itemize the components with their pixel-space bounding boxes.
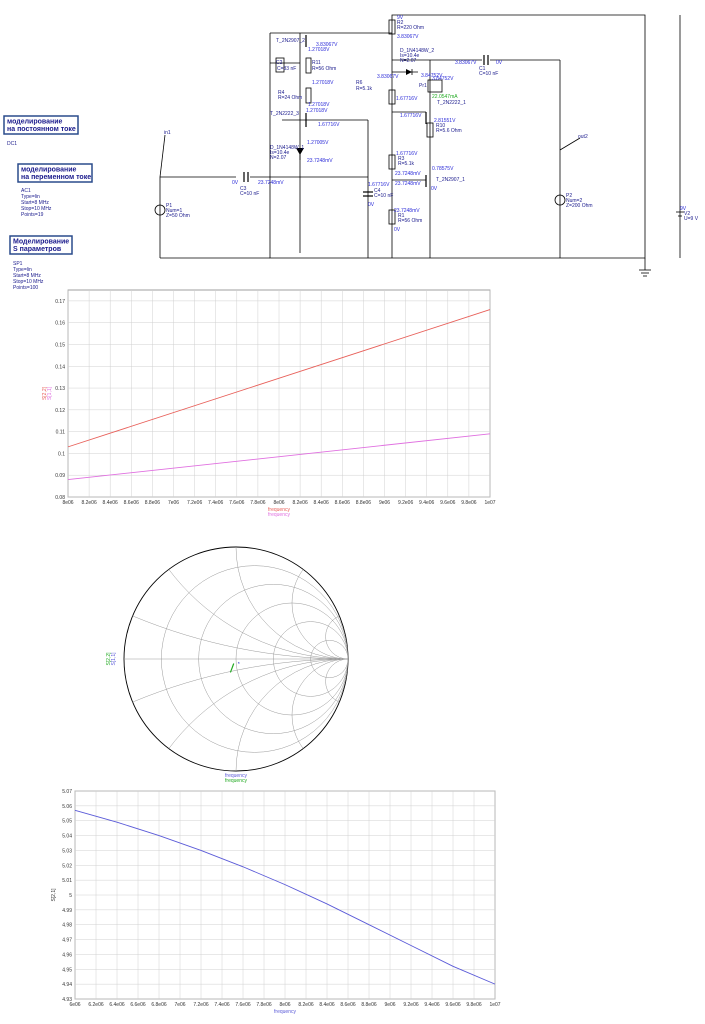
x-tick-label: 8.6e06 [334, 500, 350, 506]
v9-right-label: 9V [680, 206, 687, 212]
volt-167-e: 1.67716V [368, 182, 390, 188]
t1-label: T_2N2907_2 [276, 38, 305, 44]
v2-label: V2 [684, 211, 691, 217]
y-axis-label-s22: S[2,2] [42, 386, 48, 401]
volt-0-a: 0V [496, 60, 503, 66]
x-tick-label: 7.4e06 [208, 500, 224, 506]
volt-383-b: 3.83067V [316, 42, 338, 48]
ac-param-2: Start=8 MHz [21, 200, 49, 206]
volt-23-in: 23.7248mV [258, 180, 284, 186]
x-tick-label: 7e06 [167, 500, 180, 506]
volt-127-a: 1.27018V [308, 47, 330, 53]
volt-127-b: 1.27018V [312, 80, 334, 86]
x-tick-label: 9.2e06 [403, 1002, 419, 1008]
ac-param-0: AC1 [21, 188, 31, 194]
ac-title-1: моделирование [21, 166, 77, 174]
p2-z: Z=200 Ohm [566, 203, 593, 209]
volt-167-d: 1.67716V [396, 151, 418, 157]
x-tick-label: 8e06 [273, 500, 285, 506]
y-tick-label: 4.96 [62, 952, 72, 959]
x-tick-label: 7.8e06 [256, 1002, 272, 1008]
y-tick-label: 5.01 [62, 878, 72, 885]
x-tick-label: 8.4e06 [313, 500, 329, 506]
sp-param-1: Type=lin [13, 267, 32, 273]
r6-label: R6 [356, 80, 363, 86]
in1-label: in1 [164, 130, 171, 136]
x-tick-label: 1e07 [484, 500, 496, 506]
d1-is: Is=10.4e [270, 150, 290, 156]
y-tick-label: 5.03 [62, 848, 72, 855]
y-tick-label: 0.09 [55, 473, 65, 480]
x-tick-label: 6.2e06 [88, 1002, 104, 1008]
x-tick-label: 8.8e06 [144, 500, 161, 506]
y-tick-label: 4.95 [62, 967, 72, 974]
dc-title-2: на постоянном токе [7, 126, 76, 133]
y-tick-label: 0.17 [55, 298, 65, 305]
schematic[interactable] [155, 15, 684, 276]
volt-38-b: 3.84752V [432, 76, 454, 82]
x-tick-label: 9.4e06 [424, 1002, 440, 1008]
y-tick-label: 5.07 [62, 789, 72, 795]
y-tick-label: 5.06 [62, 803, 72, 810]
x-tick-label: 6e06 [69, 1002, 81, 1008]
x-tick-label: 9.2e06 [397, 500, 414, 506]
y-tick-label: 0.13 [55, 386, 65, 393]
volt-167-a: 1.67716V [318, 122, 340, 128]
out2-label: out2 [578, 134, 588, 140]
sp-param-2: Start=8 MHz [13, 273, 41, 279]
d2-n: N=2.07 [400, 58, 417, 64]
sp-param-3: Stop=10 MHz [13, 279, 44, 285]
volt-23-a: 23.7248mV [307, 158, 333, 164]
r11-value: R=56 Ohm [312, 66, 337, 72]
c1-value: C=10 nF [479, 71, 499, 77]
p1-num: Num=1 [166, 208, 183, 214]
ac-param-3: Stop=10 MHz [21, 206, 52, 212]
r4-label: R4 [278, 90, 285, 96]
volt-23-d: 23.7248mV [394, 208, 420, 214]
x-tick-label: 8.8e06 [355, 500, 372, 506]
y-tick-label: 4.99 [62, 907, 72, 914]
x-tick-label: 9e06 [384, 1002, 396, 1008]
x-tick-label: 8.4e06 [319, 1002, 335, 1008]
r11-label: R11 [312, 60, 321, 66]
x-tick-label: 9e06 [378, 500, 391, 506]
ac-sim-block[interactable] [18, 164, 92, 218]
t5-label: T_2N2907_1 [436, 177, 465, 183]
x-tick-label: 7.2e06 [186, 500, 203, 506]
x-tick-label: 9.8e06 [461, 500, 477, 506]
x-axis-label: frequency [274, 1009, 296, 1015]
dc-sim-block[interactable] [4, 116, 78, 147]
x-tick-label: 8.4e06 [102, 500, 118, 506]
x-tick-label: 8.2e06 [298, 1002, 314, 1008]
y-tick-label: 0.16 [55, 320, 65, 327]
volt-127-e: 1.27005V [307, 140, 329, 146]
y-tick-label: 4.94 [62, 982, 72, 989]
x-tick-label: 8e06 [279, 1002, 291, 1008]
x-axis-label-2: frequency [268, 512, 290, 518]
y-tick-label: 0.08 [55, 495, 65, 501]
r1-value: R=56 Ohm [398, 218, 423, 224]
x-tick-label: 8.8e06 [361, 1002, 377, 1008]
c3-label: C3 [240, 186, 247, 192]
y-tick-label: 5.04 [62, 833, 72, 840]
volt-383-c: 3.83067V [455, 60, 477, 66]
x-tick-label: 6.4e06 [109, 1002, 125, 1008]
x-tick-label: 7.2e06 [193, 1002, 209, 1008]
c2-value: C=33 nF [277, 66, 297, 72]
x-axis-label-1: frequency [268, 507, 290, 513]
volt-0-b: 0V [431, 186, 438, 192]
pr1-label: Pr1 [419, 83, 427, 89]
p2-num: Num=2 [566, 198, 583, 204]
x-tick-label: 7.6e06 [235, 1002, 251, 1008]
c4-value: C=10 nF [374, 193, 394, 199]
y-tick-label: 5.05 [62, 818, 72, 825]
smith-freq-label-2: frequency [225, 778, 247, 784]
x-tick-label: 7.4e06 [214, 1002, 230, 1008]
r3-label: R3 [398, 156, 405, 162]
smith-label-s22: S[2,2] [106, 652, 112, 666]
y-tick-label: 4.97 [62, 937, 72, 944]
t3-label: T_2N2222_3 [270, 111, 299, 117]
dc-param-0: DC1 [7, 141, 18, 147]
y-tick-label: 0.11 [55, 429, 65, 436]
volt-0-d: 0V [394, 227, 401, 233]
v2-value: U=9 V [684, 216, 699, 222]
c1-label: C1 [479, 66, 486, 72]
x-tick-label: 9.6e06 [440, 500, 456, 506]
volt-0-in: 0V [232, 180, 239, 186]
smith-label-s11: S[1,1] [111, 652, 117, 666]
s11-s22-chart[interactable] [42, 290, 496, 518]
volt-383-a: 3.83067V [397, 34, 419, 40]
volt-23-c: 23.7248mV [395, 181, 421, 187]
volt-167-c: 1.67716V [400, 113, 422, 119]
d1-n: N=2.07 [270, 155, 287, 161]
x-tick-label: 8.2e06 [292, 500, 308, 506]
y-axis-label-s11: S[1,1] [47, 386, 53, 401]
y-tick-label: 0.14 [55, 364, 65, 371]
volt-127-c: 1.27018V [308, 102, 330, 108]
volt-23-b: 23.7248mV [395, 171, 421, 177]
c4-label: C4 [374, 188, 381, 194]
ac-param-1: Type=lin [21, 194, 40, 200]
r4-value: R=24 Ohm [278, 95, 303, 101]
volt-38-a: 3.84752V [421, 73, 443, 79]
d2-is: Is=10.4e [400, 53, 420, 59]
volt-0-c: 0V [368, 202, 375, 208]
y-tick-label: 4.93 [62, 997, 72, 1003]
c3-value: C=10 nF [240, 191, 260, 197]
x-tick-label: 6.8e06 [151, 1002, 167, 1008]
v9-top-label: 9V [397, 15, 404, 21]
x-tick-label: 8.6e06 [123, 500, 139, 506]
sp-title-2: S параметров [13, 246, 62, 253]
y-tick-label: 0.12 [55, 407, 65, 414]
volt-383-d: 3.83067V [377, 74, 399, 80]
volt-07: 0.78575V [432, 166, 454, 172]
y-tick-label: 4.98 [62, 922, 72, 929]
ac-param-4: Points=19 [21, 212, 44, 218]
y-tick-label: 0.1 [58, 451, 65, 458]
t4-label: T_2N2222_1 [437, 100, 466, 106]
x-tick-label: 9.4e06 [419, 500, 435, 506]
y-axis-label: S[2,1] [51, 888, 57, 902]
r3-value: R=5.1k [398, 161, 414, 167]
y-tick-label: 0.15 [55, 342, 65, 349]
dc-title-1: моделирование [7, 118, 63, 126]
volt-167-b: 1.67716V [396, 96, 418, 102]
x-tick-label: 8.2e06 [81, 500, 97, 506]
r10-label: R10 [436, 123, 446, 129]
p1-label: P1 [166, 203, 173, 209]
ac-title-2: на переменном токе [21, 174, 92, 181]
x-tick-label: 7.6e06 [229, 500, 245, 506]
volt-2-8: 2.81551V [434, 118, 456, 124]
sp-sim-block[interactable] [10, 236, 72, 291]
sp-param-4: Points=100 [13, 285, 39, 291]
r6-value: R=5.1k [356, 86, 372, 92]
r2-label: R2 [397, 20, 404, 26]
d2-label: D_1N4148W_2 [400, 48, 435, 54]
smith-trace [238, 662, 239, 663]
p2-label: P2 [566, 193, 573, 199]
x-tick-label: 9.8e06 [466, 1002, 482, 1008]
x-tick-label: 6.6e06 [130, 1002, 146, 1008]
d1-label: D_1N4148W_1 [270, 145, 305, 151]
r2-value: R=220 Ohm [397, 25, 425, 31]
x-tick-label: 8.6e06 [340, 1002, 356, 1008]
volt-127-d: 1.27018V [306, 108, 328, 114]
x-tick-label: 7e06 [174, 1002, 186, 1008]
y-tick-label: 5 [69, 893, 72, 899]
x-tick-label: 7.8e06 [250, 500, 266, 506]
y-tick-label: 5.02 [62, 863, 72, 870]
r10-value: R=5.6 Ohm [436, 128, 462, 134]
x-tick-label: 9.6e06 [445, 1002, 461, 1008]
current-22: 22.0547mA [432, 94, 458, 100]
c2-label: C2 [276, 60, 283, 66]
sp-title-1: Моделирование [13, 238, 70, 246]
sp-param-0: SP1 [13, 261, 23, 267]
x-tick-label: 8e06 [62, 500, 74, 506]
s21-chart[interactable] [51, 789, 501, 1015]
r1-label: R1 [398, 213, 405, 219]
x-tick-label: 1e07 [489, 1002, 501, 1008]
smith-freq-label-1: frequency [225, 773, 247, 779]
p1-z: Z=50 Ohm [166, 213, 190, 219]
